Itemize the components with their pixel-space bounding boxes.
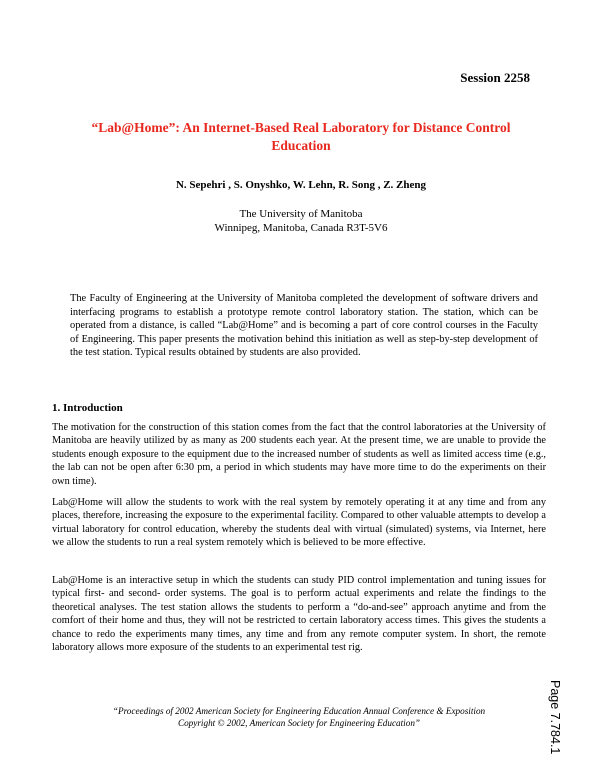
affiliation [70, 207, 532, 235]
footer-line-copyright: Copyright © 2002, American Society for Engineering Education” [177, 718, 421, 728]
author-list: N. Sepehri , S. Onyshko, W. Lehn, R. Song , Z. Zheng [175, 179, 427, 191]
footer-citation [52, 705, 546, 729]
body-paragraph: Lab@Home will allow the students to work with the real system by remotely operating it at any time and from any places, therefore, increasing the exposure to the experimental facility. Compared to other valuable attempts to develop a virtual laboratory for control education, whereby the students deal with virtual (simulated) systems, via Internet, here we allow the students to run a real system remotely which is believed to be more effective. [52, 497, 546, 549]
page-number: Page 7.784.1 [548, 680, 562, 755]
paper-title: “Lab@Home”: An Internet-Based Real Laboratory for Distance Control Education [91, 120, 511, 153]
body-paragraph: The motivation for the construction of this station comes from the fact that the control laboratories at the University of Manitoba are heavily utilized by as many as 200 students each year. At the present time, we are unable to provide the students enough exposure to the equipment due to the increased number of students as well as limited access time (e.g., the lab can not be open after 6:30 pm, a period in which students may have more time to do the experiments on their own time). [52, 422, 546, 487]
abstract: The Faculty of Engineering at the University of Manitoba completed the development of software drivers and interfacing programs to establish a prototype remote control laboratory station. The station, which can be operated from a distance, is called “Lab@Home” and is becoming a part of core control courses in the Faculty of Engineering. This paper presents the motivation behind this initiation as well as step-by-step development of the test station. Typical results obtained by students are also provided. [70, 293, 538, 359]
session-number: Session 2258 [460, 70, 530, 85]
university-location: Winnipeg, Manitoba, Canada R3T-5V6 [214, 222, 388, 234]
body-paragraph: Lab@Home is an interactive setup in which the students can study PID control implementation and tuning issues for typical first- and second- order systems. The goal is to perform actual experiments and relate the findings to the theoretical analyses. The test station allows the students to perform a “do-and-see” approach anytime and from the comfort of their home and thus, they will not be restricted to certain laboratory access times. This gives the students a chance to redo the experiments many times, any time and from any remote computer system. In short, the remote laboratory allows more exposure of the students to an experimental test rig. [52, 575, 546, 654]
footer-line-proceedings: “Proceedings of 2002 American Society for Engineering Education Annual Conference & Exposition [112, 706, 486, 716]
university-name: The University of Manitoba [239, 208, 363, 220]
section-heading-introduction: 1. Introduction [52, 402, 123, 414]
